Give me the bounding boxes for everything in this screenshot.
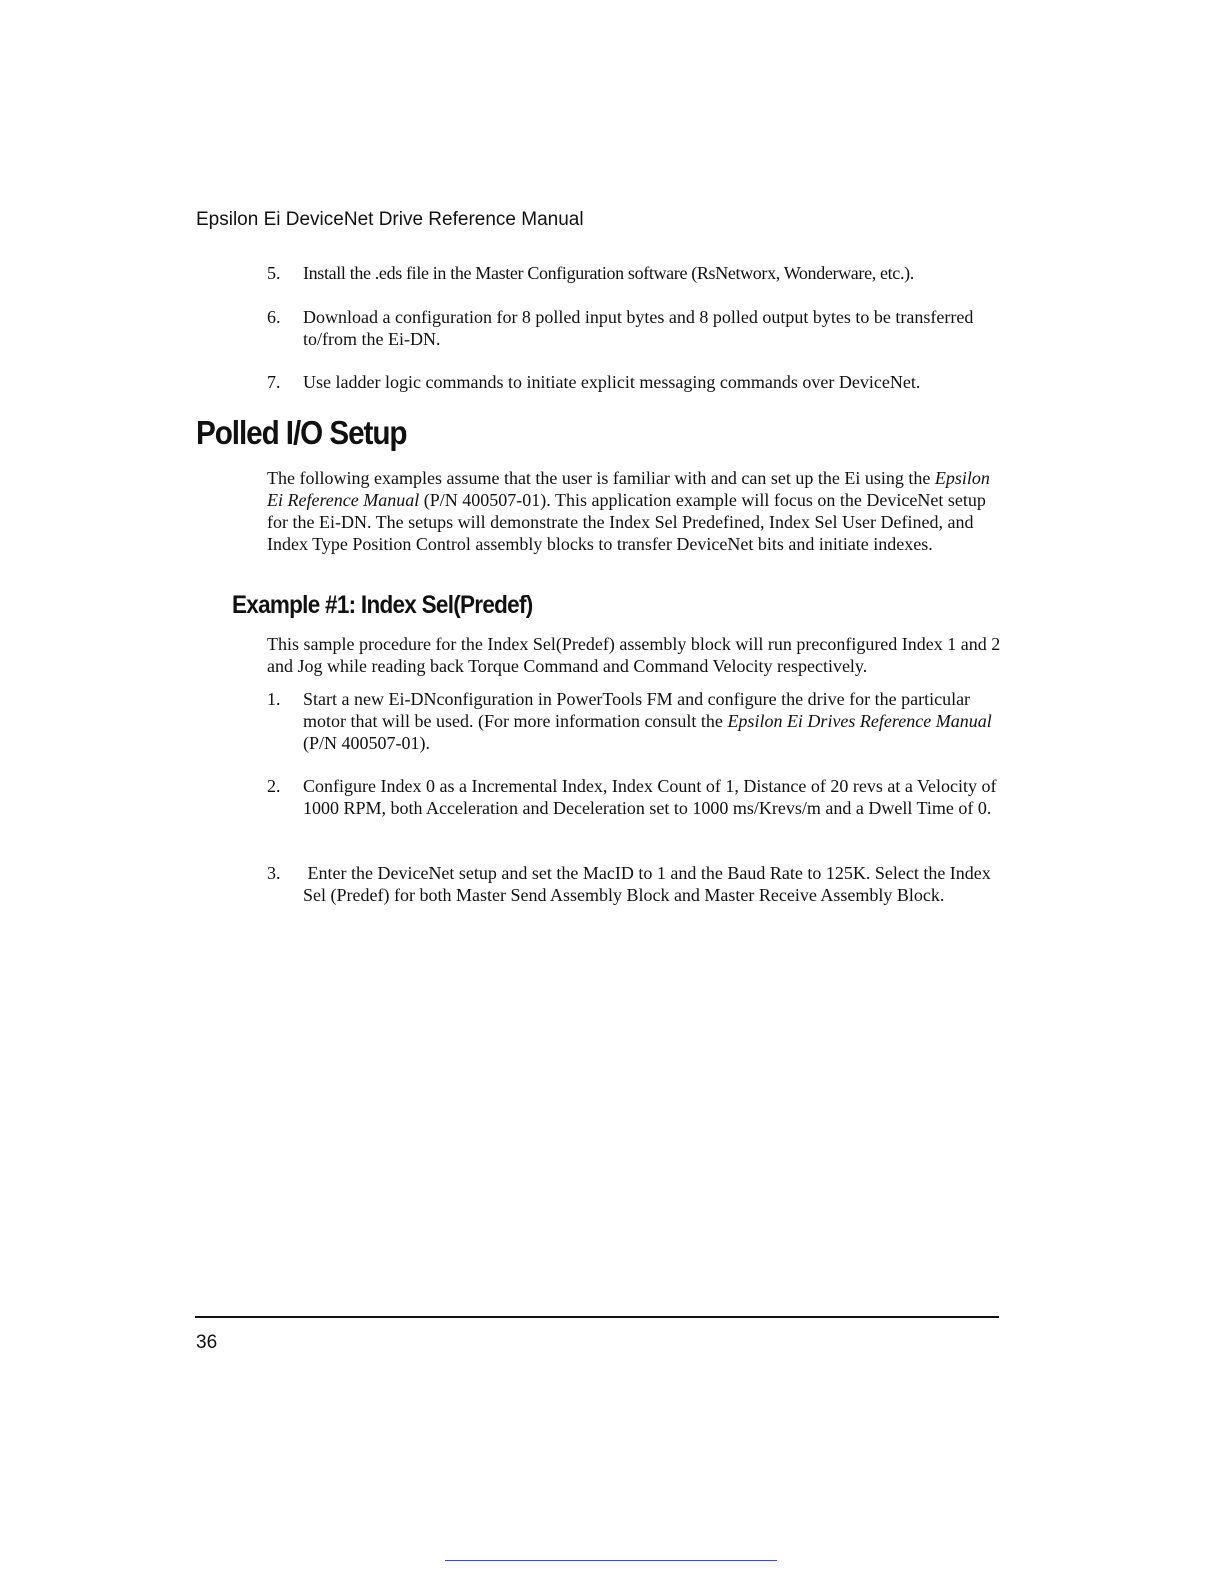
list-text: Enter the DeviceNet setup and set the MacID to 1 and the Baud Rate to 125K. Select the Index Sel (Predef) for both Master Send Assembly Block and Master Receive Assembly Block.: [303, 863, 996, 905]
example-heading: Example #1: Index Sel(Predef): [232, 591, 533, 619]
footer-rule: [195, 1316, 999, 1318]
list-number: 6.: [267, 307, 281, 327]
list-item: [267, 371, 1007, 393]
list-number: 3.: [267, 863, 281, 883]
step-text-part2: (P/N 400507-01).: [303, 733, 430, 753]
list-number: 2.: [267, 776, 281, 796]
list-text: Configure Index 0 as a Incremental Index, Index Count of 1, Distance of 20 revs at a Velocity of 1000 RPM, both Acceleration and Deceleration set to 1000 ms/Krevs/m and a Dwell Time of 0.: [303, 776, 997, 818]
drives-manual-title: Epsilon Ei Drives Reference Manual: [727, 711, 992, 731]
bottom-link-underline: [445, 1560, 777, 1561]
list-item: [267, 262, 1007, 284]
list-item: [267, 862, 1007, 906]
list-item: [267, 306, 1007, 350]
list-item: [267, 688, 1007, 754]
list-text: Install the .eds file in the Master Configuration software (RsNetworx, Wonderware, etc.).: [303, 263, 914, 283]
page-number: 36: [196, 1332, 218, 1353]
list-number: 5.: [267, 263, 281, 283]
list-number: 1.: [267, 689, 281, 709]
intro-text-part2: (P/N 400507-01). This application example will focus on the DeviceNet setup for the Ei-DN. The setups will demonstrate the Index Sel Predefined, Index Sel User Defined, and Index Type Position Control assembly blocks to transfer DeviceNet bits and initiate indexes.: [267, 490, 986, 554]
step-text-part1: Start a new Ei-DNconfiguration in PowerTools FM and configure the drive for the particular motor that will be used. (For more information consult the: [303, 689, 971, 731]
list-item: [267, 775, 1007, 819]
running-header: Epsilon Ei DeviceNet Drive Reference Manual: [196, 209, 584, 230]
example-description: This sample procedure for the Index Sel(Predef) assembly block will run preconfigured Index 1 and 2 and Jog while reading back Torque Command and Command Velocity respectively.: [267, 634, 1001, 676]
intro-text-part1: The following examples assume that the user is familiar with and can set up the Ei using the: [267, 468, 935, 488]
list-text: Download a configuration for 8 polled input bytes and 8 polled output bytes to be transferred to/from the Ei-DN.: [303, 307, 974, 349]
reference-manual-title: Epsilon Ei Reference Manual: [267, 468, 990, 510]
list-text: [303, 688, 1003, 754]
section-intro-paragraph: [267, 467, 1002, 555]
list-text: Use ladder logic commands to initiate explicit messaging commands over DeviceNet.: [303, 372, 921, 392]
list-number: 7.: [267, 372, 281, 392]
section-heading: Polled I/O Setup: [196, 414, 407, 451]
